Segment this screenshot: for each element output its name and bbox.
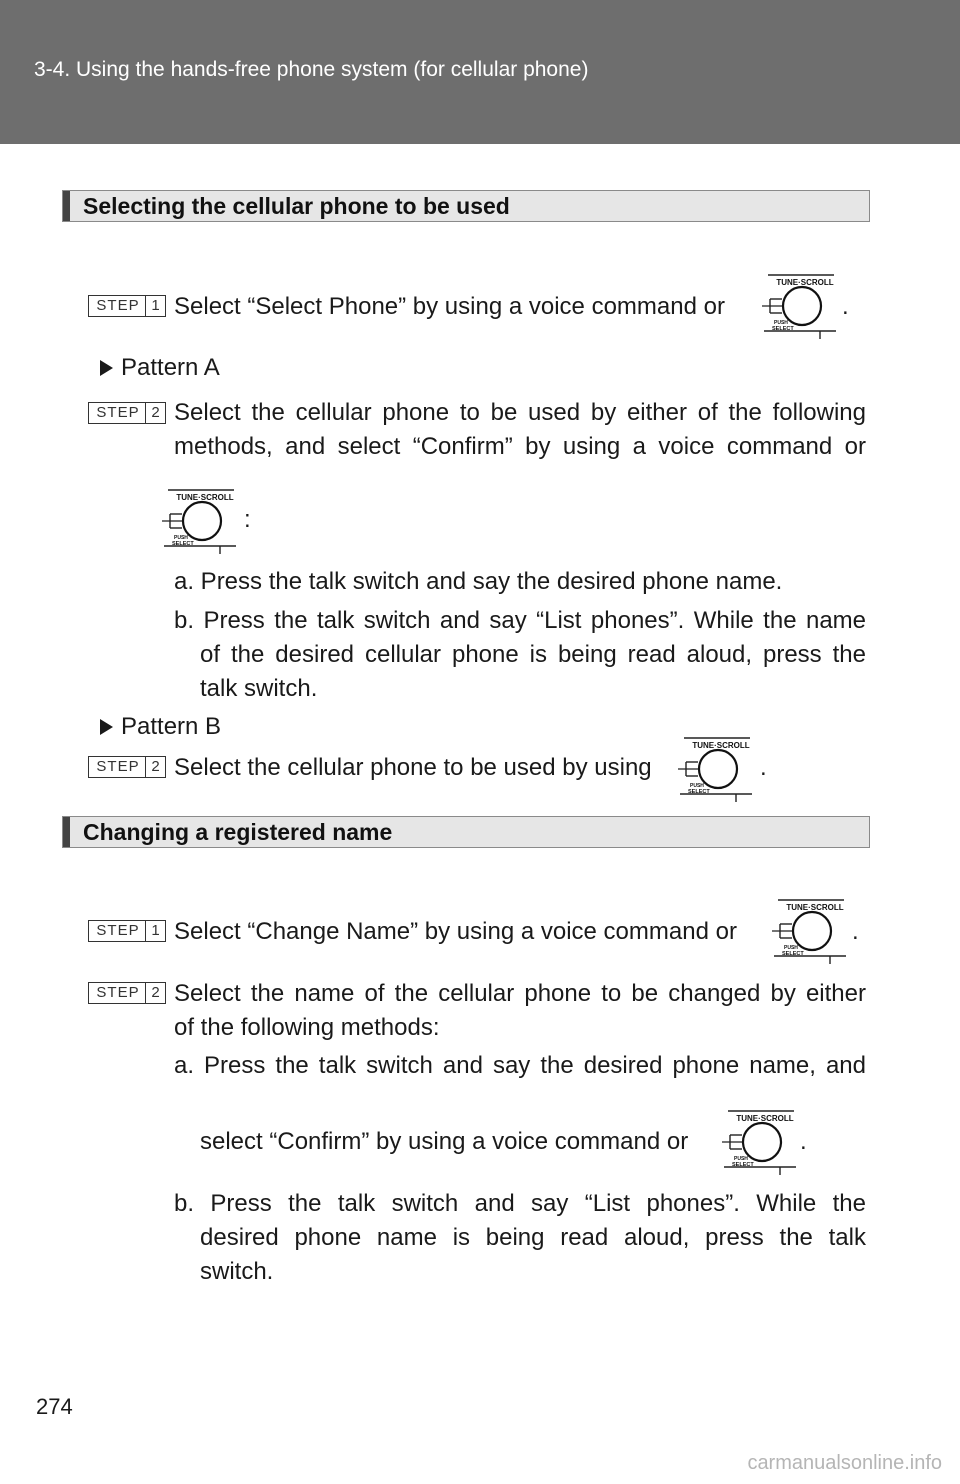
step-1-badge: STEP 1 [88,295,166,317]
page-header [0,0,960,144]
tune-scroll-knob-icon [676,732,756,804]
step-2-badge: STEP 2 [88,402,166,424]
step-1-badge: STEP 1 [88,920,166,942]
pattern-heading: Pattern B [100,710,221,743]
tune-scroll-knob-icon [160,484,240,556]
chapter-title: 3-4. Using the hands-free phone system (for cellular phone) [34,58,589,81]
pattern-heading: Pattern A [100,351,220,384]
option-b: b. Press the talk switch and say “List phones”. While the name [174,607,866,634]
step-2-badge: STEP 2 [88,756,166,778]
option-a: a. Press the talk switch and say the desired phone name. [174,568,783,595]
arrow-icon [100,719,113,735]
tune-scroll-knob-icon [720,1105,800,1177]
watermark: carmanualsonline.info [747,1452,942,1474]
option-b: b. Press the talk switch and say “List phones”. While the [174,1190,866,1217]
step-2-badge: STEP 2 [88,982,166,1004]
tune-scroll-knob-icon [760,269,840,341]
section-title: Changing a registered name [83,819,393,845]
page-number: 274 [36,1394,73,1419]
option-a: a. Press the talk switch and say the desired phone name, and [174,1052,866,1079]
section-heading [62,816,870,848]
step-text: Select “Select Phone” by using a voice command or [174,293,725,320]
section-heading [62,190,870,222]
section-title: Selecting the cellular phone to be used [83,193,510,219]
tune-scroll-knob-icon [770,894,850,966]
arrow-icon [100,360,113,376]
